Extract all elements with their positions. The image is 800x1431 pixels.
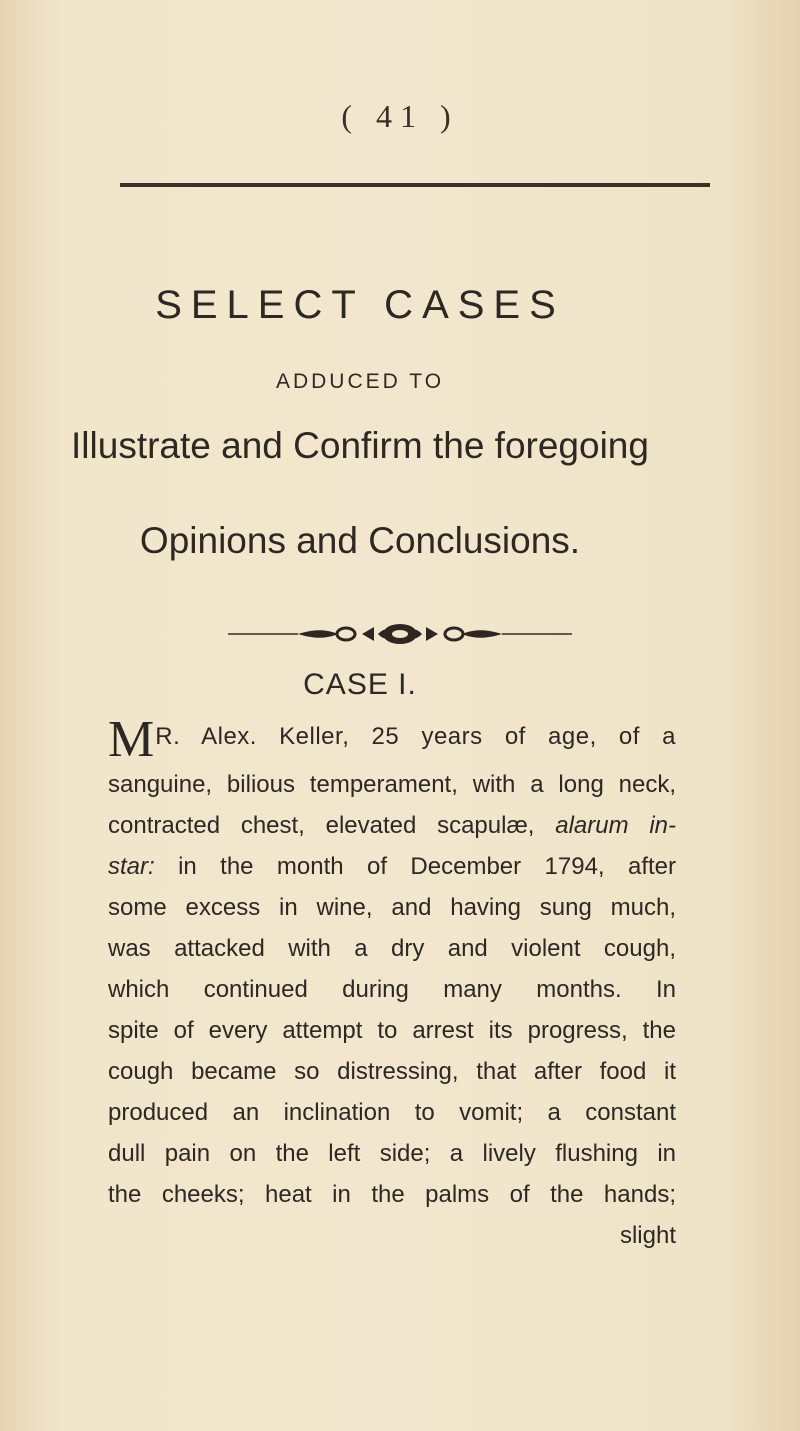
catchword: slight [619, 1222, 676, 1249]
italic-fragment: star: [108, 853, 179, 880]
text-line: dull pain on the left side; a lively flushing in [108, 1140, 676, 1167]
text-line: cough became so distressing, that after food it [108, 1058, 676, 1085]
text-line: spite of every attempt to arrest its progress, the [108, 1017, 676, 1044]
text-line: was attacked with a dry and violent cough, [108, 935, 676, 962]
text-fragment: contracted chest, elevated scapulæ, [108, 812, 556, 839]
drop-cap: M [108, 716, 156, 764]
heading-line-2: Opinions and Conclusions. [139, 520, 581, 561]
text-line [108, 846, 676, 887]
first-line-text: R. Alex. Keller, 25 years of age, of a [155, 723, 676, 750]
case-body [108, 716, 676, 1256]
text-line: which continued during many months. In [108, 976, 676, 1003]
italic-fragment: alarum in- [555, 812, 676, 839]
text-line: sanguine, bilious temperament, with a long neck, [108, 771, 676, 798]
heading-line-1: Illustrate and Confirm the foregoing [71, 425, 649, 466]
text-line: some excess in wine, and having sung much, [108, 894, 676, 921]
section-subtitle: ADDUCED TO [275, 370, 445, 393]
page-number: ( 41 ) [341, 98, 459, 134]
case-heading: CASE I. [303, 668, 417, 701]
text-line [108, 716, 676, 764]
text-fragment: in the month of December 1794, after [178, 853, 676, 880]
decorative-ornament [228, 619, 572, 649]
text-line: produced an inclination to vomit; a constant [108, 1099, 676, 1126]
section-title: SELECT CASES [155, 283, 565, 327]
text-line [108, 805, 676, 846]
text-line: the cheeks; heat in the palms of the hands; [108, 1181, 676, 1208]
top-rule [120, 183, 710, 187]
